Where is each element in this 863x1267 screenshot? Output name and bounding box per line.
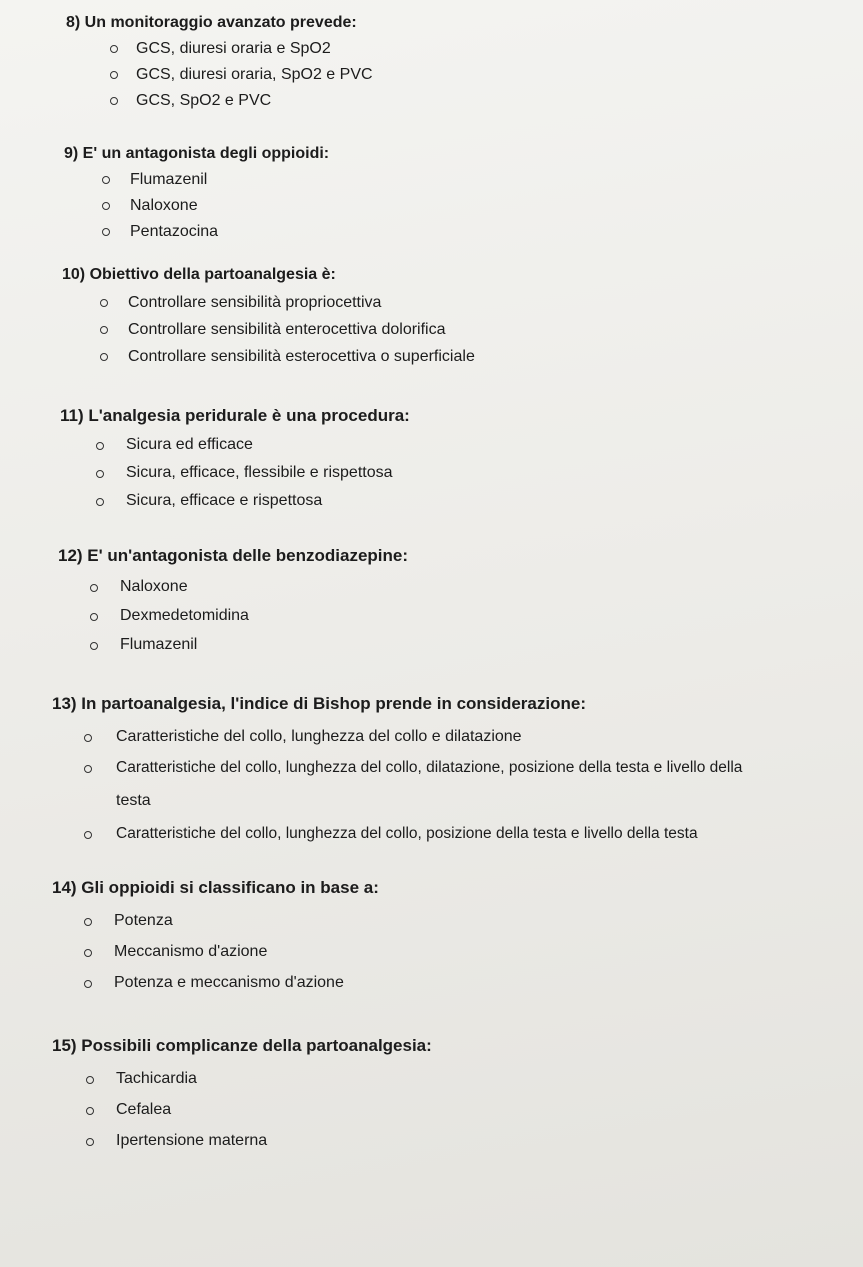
radio-icon[interactable] xyxy=(90,613,98,621)
radio-icon[interactable] xyxy=(100,326,108,334)
question-9 xyxy=(64,145,329,241)
question-title: 9) E' un antagonista degli oppioidi: xyxy=(64,145,330,162)
radio-icon[interactable] xyxy=(84,765,92,773)
radio-icon[interactable] xyxy=(84,949,92,957)
option-1[interactable]: Potenza xyxy=(114,912,441,930)
question-11 xyxy=(60,406,410,510)
option-3[interactable]: Ipertensione materna xyxy=(116,1132,496,1150)
option-1[interactable]: Controllare sensibilità propriocettiva xyxy=(128,294,475,312)
question-12 xyxy=(58,546,408,654)
option-2[interactable]: Sicura, efficace, flessibile e rispettosa xyxy=(126,464,476,482)
question-title: 12) E' un'antagonista delle benzodiazepine: xyxy=(58,546,409,565)
question-8 xyxy=(66,14,373,110)
radio-icon[interactable] xyxy=(110,97,118,105)
radio-icon[interactable] xyxy=(100,299,108,307)
option-3[interactable]: GCS, SpO2 e PVC xyxy=(136,92,427,110)
question-title: 15) Possibili complicanze della partoanalgesia: xyxy=(52,1036,432,1055)
option-3[interactable]: Potenza e meccanismo d'azione xyxy=(114,974,441,992)
radio-icon[interactable] xyxy=(84,980,92,988)
option-2-wrap: testa xyxy=(116,792,151,809)
question-10 xyxy=(62,266,475,366)
option-1[interactable]: Flumazenil xyxy=(130,171,395,189)
question-title: 14) Gli oppioidi si classificano in base a: xyxy=(52,878,379,897)
option-1[interactable]: Tachicardia xyxy=(116,1070,496,1088)
question-15 xyxy=(52,1036,432,1150)
option-2[interactable]: Caratteristiche del collo, lunghezza del collo, dilatazione, posizione della testa e livello della xyxy=(116,759,742,777)
option-1[interactable]: GCS, diuresi oraria e SpO2 xyxy=(136,40,427,58)
radio-icon[interactable] xyxy=(90,642,98,650)
radio-icon[interactable] xyxy=(96,498,104,506)
radio-icon[interactable] xyxy=(84,831,92,839)
radio-icon[interactable] xyxy=(90,584,98,592)
question-13 xyxy=(52,694,743,843)
radio-icon[interactable] xyxy=(84,734,92,742)
option-3[interactable]: Caratteristiche del collo, lunghezza del collo, posizione della testa e livello della testa xyxy=(116,825,742,843)
option-2[interactable]: Dexmedetomidina xyxy=(120,607,470,625)
question-14 xyxy=(52,878,379,992)
radio-icon[interactable] xyxy=(86,1076,94,1084)
option-3[interactable]: Controllare sensibilità esterocettiva o superficiale xyxy=(128,348,475,366)
radio-icon[interactable] xyxy=(102,202,110,210)
radio-icon[interactable] xyxy=(86,1107,94,1115)
radio-icon[interactable] xyxy=(110,71,118,79)
radio-icon[interactable] xyxy=(102,228,110,236)
option-2[interactable]: GCS, diuresi oraria, SpO2 e PVC xyxy=(136,66,427,84)
option-2[interactable]: Cefalea xyxy=(116,1101,496,1119)
radio-icon[interactable] xyxy=(86,1138,94,1146)
question-title: 10) Obiettivo della partoanalgesia è: xyxy=(62,266,336,283)
option-3[interactable]: Flumazenil xyxy=(120,636,470,654)
option-1[interactable]: Naloxone xyxy=(120,578,470,596)
radio-icon[interactable] xyxy=(84,918,92,926)
question-title: 8) Un monitoraggio avanzato prevede: xyxy=(66,14,357,31)
radio-icon[interactable] xyxy=(110,45,118,53)
option-1[interactable]: Caratteristiche del collo, lunghezza del collo e dilatazione xyxy=(116,728,742,746)
radio-icon[interactable] xyxy=(102,176,110,184)
question-title: 13) In partoanalgesia, l'indice di Bishop prende in considerazione: xyxy=(52,694,586,713)
option-2[interactable]: Meccanismo d'azione xyxy=(114,943,441,961)
radio-icon[interactable] xyxy=(100,353,108,361)
option-2[interactable]: Naloxone xyxy=(130,197,395,215)
option-1[interactable]: Sicura ed efficace xyxy=(126,436,476,454)
option-2[interactable]: Controllare sensibilità enterocettiva dolorifica xyxy=(128,321,475,339)
option-3[interactable]: Pentazocina xyxy=(130,223,395,241)
option-3[interactable]: Sicura, efficace e rispettosa xyxy=(126,492,476,510)
radio-icon[interactable] xyxy=(96,470,104,478)
radio-icon[interactable] xyxy=(96,442,104,450)
question-title: 11) L'analgesia peridurale è una procedura: xyxy=(60,406,410,425)
